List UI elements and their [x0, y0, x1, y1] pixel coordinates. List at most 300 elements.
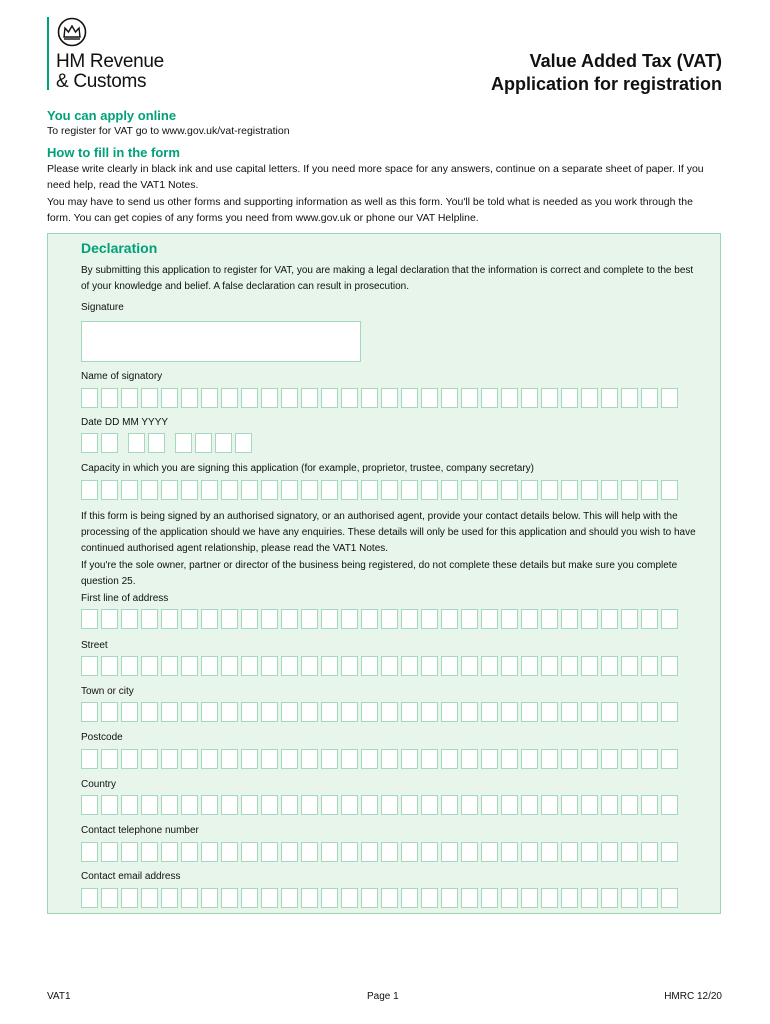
character-box[interactable]: [601, 656, 618, 676]
character-box[interactable]: [441, 842, 458, 862]
character-box[interactable]: [261, 388, 278, 408]
character-box[interactable]: [441, 702, 458, 722]
character-box[interactable]: [341, 609, 358, 629]
character-box[interactable]: [201, 609, 218, 629]
character-box[interactable]: [541, 888, 558, 908]
character-box[interactable]: [641, 795, 658, 815]
character-box[interactable]: [301, 795, 318, 815]
character-box[interactable]: [501, 388, 518, 408]
character-box[interactable]: [521, 749, 538, 769]
character-box[interactable]: [521, 480, 538, 500]
character-box[interactable]: [261, 480, 278, 500]
character-box[interactable]: [81, 433, 98, 453]
character-box[interactable]: [581, 702, 598, 722]
character-box[interactable]: [341, 656, 358, 676]
character-box[interactable]: [361, 749, 378, 769]
character-box[interactable]: [81, 480, 98, 500]
character-box[interactable]: [101, 656, 118, 676]
character-box[interactable]: [421, 609, 438, 629]
character-box[interactable]: [621, 795, 638, 815]
character-box[interactable]: [401, 749, 418, 769]
character-box[interactable]: [241, 749, 258, 769]
character-box[interactable]: [195, 433, 212, 453]
character-box[interactable]: [501, 749, 518, 769]
character-box[interactable]: [221, 609, 238, 629]
character-box[interactable]: [235, 433, 252, 453]
character-box[interactable]: [101, 480, 118, 500]
signature-field[interactable]: [81, 321, 361, 362]
character-box[interactable]: [601, 480, 618, 500]
character-box[interactable]: [161, 749, 178, 769]
character-box[interactable]: [201, 888, 218, 908]
character-box[interactable]: [441, 656, 458, 676]
character-box[interactable]: [141, 795, 158, 815]
character-box[interactable]: [181, 656, 198, 676]
character-box[interactable]: [361, 702, 378, 722]
character-box[interactable]: [261, 842, 278, 862]
character-box[interactable]: [661, 656, 678, 676]
character-box[interactable]: [81, 702, 98, 722]
character-box[interactable]: [101, 702, 118, 722]
character-box[interactable]: [401, 795, 418, 815]
character-box[interactable]: [121, 795, 138, 815]
character-box[interactable]: [641, 656, 658, 676]
character-box[interactable]: [201, 480, 218, 500]
character-box[interactable]: [641, 702, 658, 722]
character-box[interactable]: [381, 388, 398, 408]
character-box[interactable]: [241, 888, 258, 908]
character-box[interactable]: [421, 842, 438, 862]
character-box[interactable]: [461, 749, 478, 769]
character-box[interactable]: [141, 749, 158, 769]
street-field[interactable]: [81, 656, 678, 676]
character-box[interactable]: [141, 609, 158, 629]
character-box[interactable]: [121, 656, 138, 676]
character-box[interactable]: [301, 656, 318, 676]
character-box[interactable]: [461, 702, 478, 722]
character-box[interactable]: [81, 795, 98, 815]
character-box[interactable]: [281, 480, 298, 500]
character-box[interactable]: [221, 480, 238, 500]
character-box[interactable]: [321, 749, 338, 769]
character-box[interactable]: [381, 609, 398, 629]
character-box[interactable]: [601, 388, 618, 408]
character-box[interactable]: [441, 388, 458, 408]
character-box[interactable]: [401, 388, 418, 408]
character-box[interactable]: [341, 749, 358, 769]
character-box[interactable]: [121, 388, 138, 408]
character-box[interactable]: [661, 702, 678, 722]
character-box[interactable]: [241, 842, 258, 862]
postcode-field[interactable]: [81, 749, 678, 769]
character-box[interactable]: [281, 888, 298, 908]
character-box[interactable]: [201, 749, 218, 769]
character-box[interactable]: [581, 656, 598, 676]
character-box[interactable]: [381, 842, 398, 862]
date-year[interactable]: [175, 433, 252, 453]
character-box[interactable]: [421, 795, 438, 815]
character-box[interactable]: [361, 388, 378, 408]
character-box[interactable]: [481, 480, 498, 500]
character-box[interactable]: [101, 795, 118, 815]
character-box[interactable]: [621, 888, 638, 908]
character-box[interactable]: [141, 702, 158, 722]
character-box[interactable]: [481, 842, 498, 862]
character-box[interactable]: [241, 795, 258, 815]
character-box[interactable]: [261, 702, 278, 722]
character-box[interactable]: [341, 888, 358, 908]
character-box[interactable]: [421, 888, 438, 908]
character-box[interactable]: [281, 388, 298, 408]
character-box[interactable]: [161, 888, 178, 908]
character-box[interactable]: [301, 388, 318, 408]
character-box[interactable]: [421, 656, 438, 676]
character-box[interactable]: [261, 888, 278, 908]
character-box[interactable]: [241, 656, 258, 676]
character-box[interactable]: [481, 702, 498, 722]
character-box[interactable]: [481, 888, 498, 908]
character-box[interactable]: [581, 480, 598, 500]
character-box[interactable]: [321, 795, 338, 815]
character-box[interactable]: [401, 609, 418, 629]
character-box[interactable]: [641, 749, 658, 769]
character-box[interactable]: [201, 795, 218, 815]
character-box[interactable]: [541, 609, 558, 629]
character-box[interactable]: [661, 609, 678, 629]
character-box[interactable]: [561, 842, 578, 862]
character-box[interactable]: [561, 609, 578, 629]
country-label: Country: [81, 779, 117, 790]
character-box[interactable]: [421, 480, 438, 500]
character-box[interactable]: [121, 842, 138, 862]
character-box[interactable]: [361, 480, 378, 500]
character-box[interactable]: [81, 888, 98, 908]
character-box[interactable]: [81, 388, 98, 408]
character-box[interactable]: [321, 656, 338, 676]
name-of-signatory-field[interactable]: [81, 388, 678, 408]
character-box[interactable]: [541, 388, 558, 408]
character-box[interactable]: [261, 656, 278, 676]
character-box[interactable]: [221, 842, 238, 862]
character-box[interactable]: [321, 388, 338, 408]
character-box[interactable]: [641, 888, 658, 908]
character-box[interactable]: [215, 433, 232, 453]
character-box[interactable]: [561, 388, 578, 408]
character-box[interactable]: [381, 795, 398, 815]
town-field[interactable]: [81, 702, 678, 722]
character-box[interactable]: [121, 749, 138, 769]
character-box[interactable]: [461, 388, 478, 408]
character-box[interactable]: [581, 609, 598, 629]
character-box[interactable]: [541, 795, 558, 815]
character-box[interactable]: [481, 609, 498, 629]
character-box[interactable]: [481, 749, 498, 769]
character-box[interactable]: [541, 842, 558, 862]
address-line-1-field[interactable]: [81, 609, 678, 629]
phone-field[interactable]: [81, 842, 678, 862]
character-box[interactable]: [561, 795, 578, 815]
character-box[interactable]: [581, 749, 598, 769]
country-field[interactable]: [81, 795, 678, 815]
character-box[interactable]: [161, 480, 178, 500]
character-box[interactable]: [241, 609, 258, 629]
character-box[interactable]: [161, 702, 178, 722]
character-box[interactable]: [521, 795, 538, 815]
character-box[interactable]: [381, 702, 398, 722]
character-box[interactable]: [81, 842, 98, 862]
character-box[interactable]: [181, 609, 198, 629]
character-box[interactable]: [501, 702, 518, 722]
character-box[interactable]: [561, 656, 578, 676]
character-box[interactable]: [361, 609, 378, 629]
character-box[interactable]: [281, 609, 298, 629]
date-field[interactable]: [81, 433, 262, 453]
character-box[interactable]: [381, 480, 398, 500]
character-box[interactable]: [161, 656, 178, 676]
character-box[interactable]: [81, 749, 98, 769]
date-month[interactable]: [128, 433, 165, 453]
character-box[interactable]: [361, 842, 378, 862]
character-box[interactable]: [301, 888, 318, 908]
character-box[interactable]: [621, 702, 638, 722]
character-box[interactable]: [161, 388, 178, 408]
character-box[interactable]: [521, 609, 538, 629]
character-box[interactable]: [441, 480, 458, 500]
character-box[interactable]: [141, 842, 158, 862]
character-box[interactable]: [541, 656, 558, 676]
character-box[interactable]: [221, 795, 238, 815]
character-box[interactable]: [128, 433, 145, 453]
character-box[interactable]: [321, 702, 338, 722]
character-box[interactable]: [101, 749, 118, 769]
character-box[interactable]: [241, 480, 258, 500]
character-box[interactable]: [281, 749, 298, 769]
character-box[interactable]: [641, 480, 658, 500]
character-box[interactable]: [621, 388, 638, 408]
character-box[interactable]: [461, 480, 478, 500]
character-box[interactable]: [321, 480, 338, 500]
character-box[interactable]: [401, 480, 418, 500]
character-box[interactable]: [641, 609, 658, 629]
character-box[interactable]: [601, 609, 618, 629]
character-box[interactable]: [121, 888, 138, 908]
character-box[interactable]: [581, 795, 598, 815]
character-box[interactable]: [361, 656, 378, 676]
character-box[interactable]: [161, 609, 178, 629]
character-box[interactable]: [641, 388, 658, 408]
character-box[interactable]: [621, 749, 638, 769]
character-box[interactable]: [341, 702, 358, 722]
character-box[interactable]: [181, 749, 198, 769]
character-box[interactable]: [101, 888, 118, 908]
street-label: Street: [81, 640, 108, 651]
character-box[interactable]: [581, 888, 598, 908]
character-box[interactable]: [401, 842, 418, 862]
character-box[interactable]: [441, 749, 458, 769]
character-box[interactable]: [301, 749, 318, 769]
character-box[interactable]: [281, 795, 298, 815]
character-box[interactable]: [201, 656, 218, 676]
character-box[interactable]: [341, 842, 358, 862]
character-box[interactable]: [601, 888, 618, 908]
character-box[interactable]: [81, 609, 98, 629]
character-box[interactable]: [401, 888, 418, 908]
email-field[interactable]: [81, 888, 678, 908]
character-box[interactable]: [261, 749, 278, 769]
character-box[interactable]: [441, 795, 458, 815]
character-box[interactable]: [521, 702, 538, 722]
character-box[interactable]: [661, 480, 678, 500]
character-box[interactable]: [221, 888, 238, 908]
character-box[interactable]: [261, 609, 278, 629]
character-box[interactable]: [381, 656, 398, 676]
character-box[interactable]: [421, 388, 438, 408]
character-box[interactable]: [361, 888, 378, 908]
character-box[interactable]: [501, 609, 518, 629]
character-box[interactable]: [661, 888, 678, 908]
character-box[interactable]: [641, 842, 658, 862]
character-box[interactable]: [301, 480, 318, 500]
character-box[interactable]: [221, 749, 238, 769]
character-box[interactable]: [261, 795, 278, 815]
character-box[interactable]: [101, 433, 118, 453]
character-box[interactable]: [561, 702, 578, 722]
character-box[interactable]: [421, 749, 438, 769]
character-box[interactable]: [141, 480, 158, 500]
character-box[interactable]: [481, 795, 498, 815]
character-box[interactable]: [81, 656, 98, 676]
character-box[interactable]: [441, 609, 458, 629]
character-box[interactable]: [181, 388, 198, 408]
character-box[interactable]: [521, 888, 538, 908]
character-box[interactable]: [381, 749, 398, 769]
character-box[interactable]: [481, 388, 498, 408]
date-day[interactable]: [81, 433, 118, 453]
character-box[interactable]: [241, 702, 258, 722]
character-box[interactable]: [461, 795, 478, 815]
character-box[interactable]: [141, 656, 158, 676]
character-box[interactable]: [321, 609, 338, 629]
how-to-fill-heading: How to fill in the form: [47, 145, 180, 160]
character-box[interactable]: [341, 795, 358, 815]
character-box[interactable]: [281, 702, 298, 722]
character-box[interactable]: [621, 609, 638, 629]
character-box[interactable]: [541, 480, 558, 500]
character-box[interactable]: [341, 388, 358, 408]
character-box[interactable]: [441, 888, 458, 908]
character-box[interactable]: [461, 609, 478, 629]
character-box[interactable]: [341, 480, 358, 500]
character-box[interactable]: [561, 888, 578, 908]
character-box[interactable]: [501, 842, 518, 862]
character-box[interactable]: [121, 702, 138, 722]
character-box[interactable]: [161, 795, 178, 815]
character-box[interactable]: [301, 609, 318, 629]
character-box[interactable]: [181, 702, 198, 722]
character-box[interactable]: [321, 888, 338, 908]
character-box[interactable]: [321, 842, 338, 862]
character-box[interactable]: [381, 888, 398, 908]
character-box[interactable]: [601, 842, 618, 862]
character-box[interactable]: [521, 388, 538, 408]
character-box[interactable]: [561, 480, 578, 500]
character-box[interactable]: [501, 795, 518, 815]
character-box[interactable]: [221, 656, 238, 676]
character-box[interactable]: [501, 656, 518, 676]
royal-crest-icon: [56, 17, 88, 47]
character-box[interactable]: [221, 702, 238, 722]
character-box[interactable]: [281, 842, 298, 862]
character-box[interactable]: [181, 842, 198, 862]
character-box[interactable]: [501, 888, 518, 908]
character-box[interactable]: [481, 656, 498, 676]
character-box[interactable]: [175, 433, 192, 453]
character-box[interactable]: [541, 702, 558, 722]
footer-page-number: Page 1: [367, 991, 399, 1002]
character-box[interactable]: [461, 842, 478, 862]
character-box[interactable]: [148, 433, 165, 453]
character-box[interactable]: [541, 749, 558, 769]
character-box[interactable]: [101, 609, 118, 629]
character-box[interactable]: [281, 656, 298, 676]
character-box[interactable]: [581, 842, 598, 862]
character-box[interactable]: [141, 888, 158, 908]
character-box[interactable]: [201, 702, 218, 722]
character-box[interactable]: [521, 656, 538, 676]
character-box[interactable]: [621, 842, 638, 862]
character-box[interactable]: [601, 795, 618, 815]
character-box[interactable]: [101, 842, 118, 862]
character-box[interactable]: [561, 749, 578, 769]
character-box[interactable]: [361, 795, 378, 815]
character-box[interactable]: [661, 795, 678, 815]
character-box[interactable]: [661, 388, 678, 408]
character-box[interactable]: [121, 480, 138, 500]
character-box[interactable]: [301, 842, 318, 862]
character-box[interactable]: [461, 656, 478, 676]
character-box[interactable]: [661, 749, 678, 769]
character-box[interactable]: [601, 702, 618, 722]
character-box[interactable]: [601, 749, 618, 769]
character-box[interactable]: [221, 388, 238, 408]
capacity-field[interactable]: [81, 480, 678, 500]
character-box[interactable]: [201, 842, 218, 862]
character-box[interactable]: [161, 842, 178, 862]
declaration-text: By submitting this application to register for VAT, you are making a legal declaration that the information is correct and complete to the best of your knowledge and belief. A false declaration can result in prosecution.: [81, 265, 694, 292]
character-box[interactable]: [621, 656, 638, 676]
character-box[interactable]: [521, 842, 538, 862]
character-box[interactable]: [401, 702, 418, 722]
character-box[interactable]: [661, 842, 678, 862]
town-label: Town or city: [81, 686, 134, 697]
character-box[interactable]: [401, 656, 418, 676]
character-box[interactable]: [621, 480, 638, 500]
character-box[interactable]: [201, 388, 218, 408]
character-box[interactable]: [501, 480, 518, 500]
character-box[interactable]: [121, 609, 138, 629]
character-box[interactable]: [181, 888, 198, 908]
character-box[interactable]: [581, 388, 598, 408]
character-box[interactable]: [141, 388, 158, 408]
character-box[interactable]: [461, 888, 478, 908]
declaration-panel: [47, 233, 721, 914]
character-box[interactable]: [181, 480, 198, 500]
character-box[interactable]: [241, 388, 258, 408]
character-box[interactable]: [421, 702, 438, 722]
character-box[interactable]: [301, 702, 318, 722]
character-box[interactable]: [101, 388, 118, 408]
character-box[interactable]: [181, 795, 198, 815]
